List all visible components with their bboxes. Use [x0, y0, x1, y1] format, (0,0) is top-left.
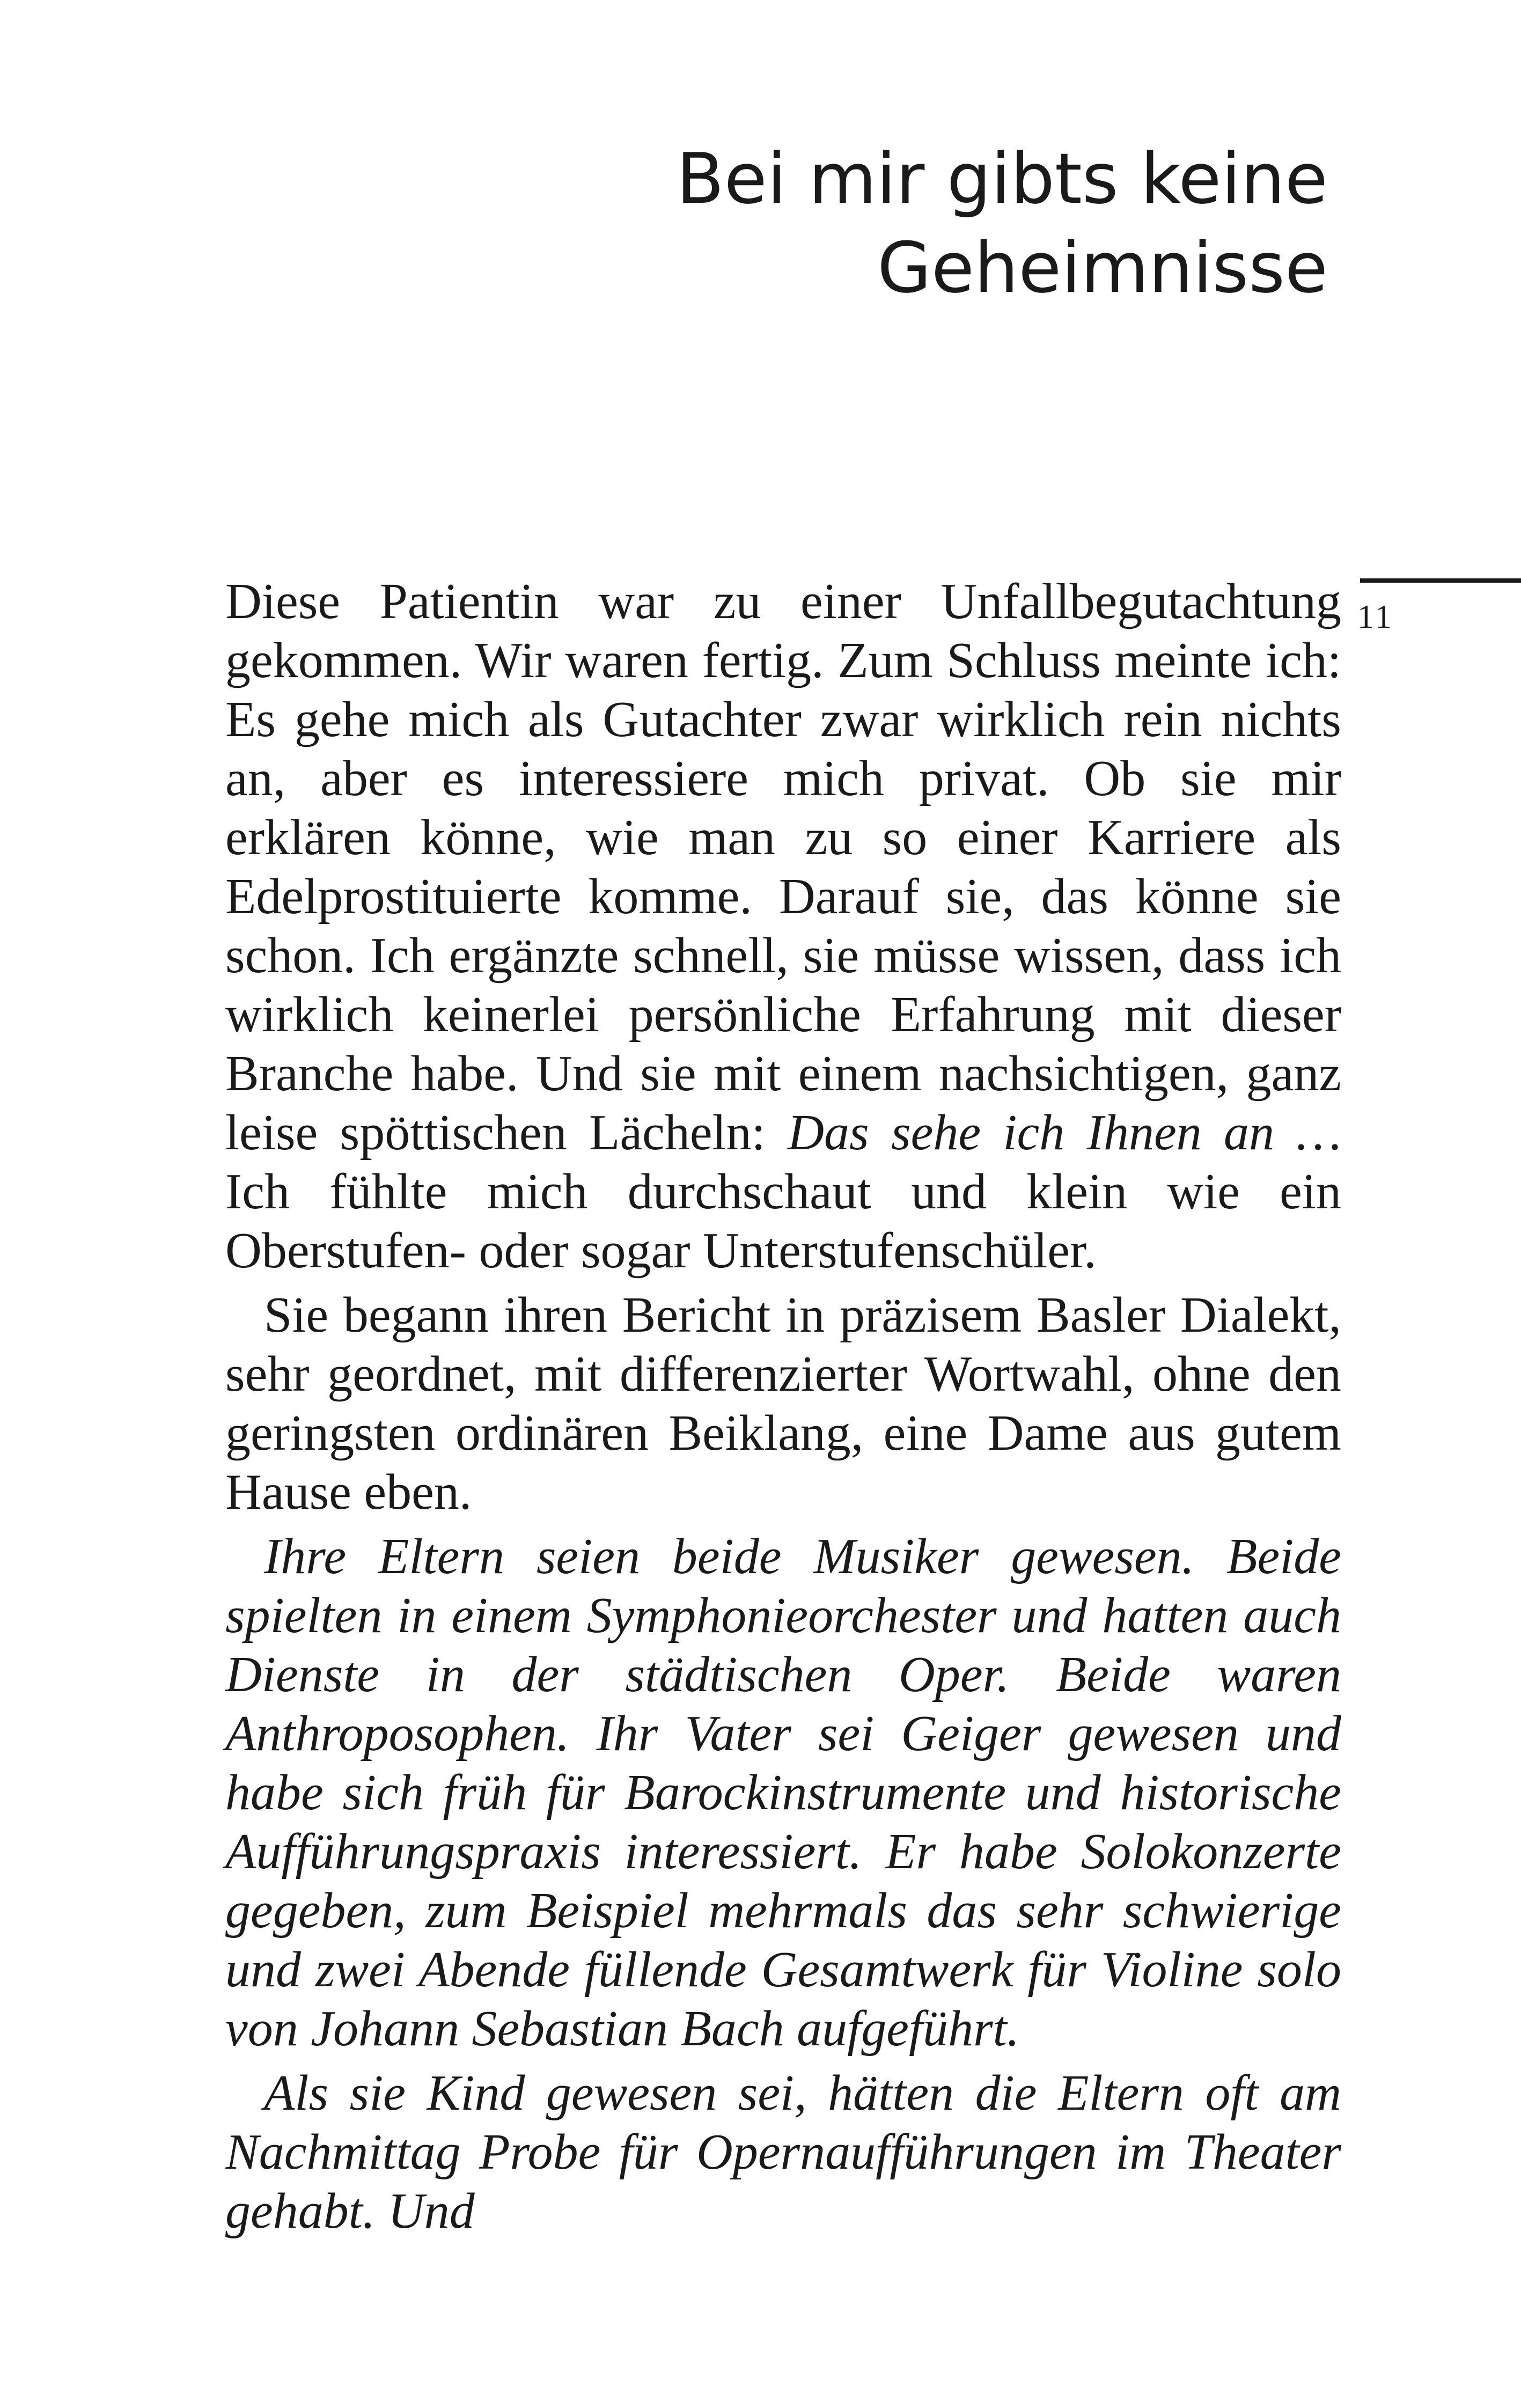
paragraph-3: Ihre Eltern seien beide Musiker gewesen. Beide spielten in einem Symphonieorchester und hatten auch Dienste in der städtischen Oper. Beide waren Anthroposophen. Ihr Vater sei Geiger gewesen und habe sich früh für Barockinstrumente und historische Aufführungspraxis interessiert. Er habe Solokonzerte gegeben, zum Beispiel mehrmals das sehr schwierige und zwei Abende füllende Gesamtwerk für Violine solo von Johann Sebastian Bach aufgeführt. [225, 1529, 1341, 2057]
page-number-rule [1360, 578, 1521, 583]
paragraph-2: Sie begann ihren Bericht in präzisem Basler Dialekt, sehr geordnet, mit differenzierter Wortwahl, ohne den geringsten ordinären Beiklang, eine Dame aus gutem Hause eben. [225, 1287, 1341, 1520]
chapter-title-line-1: Bei mir gibts keine [676, 138, 1328, 219]
paragraph-1-italic-quote: Das sehe ich Ihnen an … [788, 1105, 1341, 1161]
body-text [225, 572, 1341, 2241]
paragraph-1 [225, 572, 1341, 1280]
page-number: 11 [1357, 599, 1394, 635]
paragraph-1-text-b: Ich fühlte mich durchschaut und klein wie ein Oberstufen- oder sogar Unterstufenschüler. [225, 1164, 1341, 1279]
chapter-title-line-2: Geheimnisse [877, 227, 1328, 309]
paragraph-1-text-a: Diese Patientin war zu einer Unfallbegutachtung gekommen. Wir waren fertig. Zum Schluss meinte ich: Es gehe mich als Gutachter zwar wirklich rein nichts an, aber es interessiere mich privat. Ob sie mir erklären könne, wie man zu so einer Karriere als Edelprostituierte komme. Darauf sie, das könne sie schon. Ich ergänzte schnell, sie müsse wissen, dass ich wirklich keinerlei persönliche Erfahrung mit dieser Branche habe. Und sie mit einem nachsichtigen, ganz leise spöttischen Lächeln: [225, 574, 1341, 1161]
chapter-title [469, 134, 1328, 312]
paragraph-4: Als sie Kind gewesen sei, hätten die Eltern oft am Nachmittag Probe für Opernaufführungen im Theater gehabt. Und [225, 2065, 1341, 2239]
